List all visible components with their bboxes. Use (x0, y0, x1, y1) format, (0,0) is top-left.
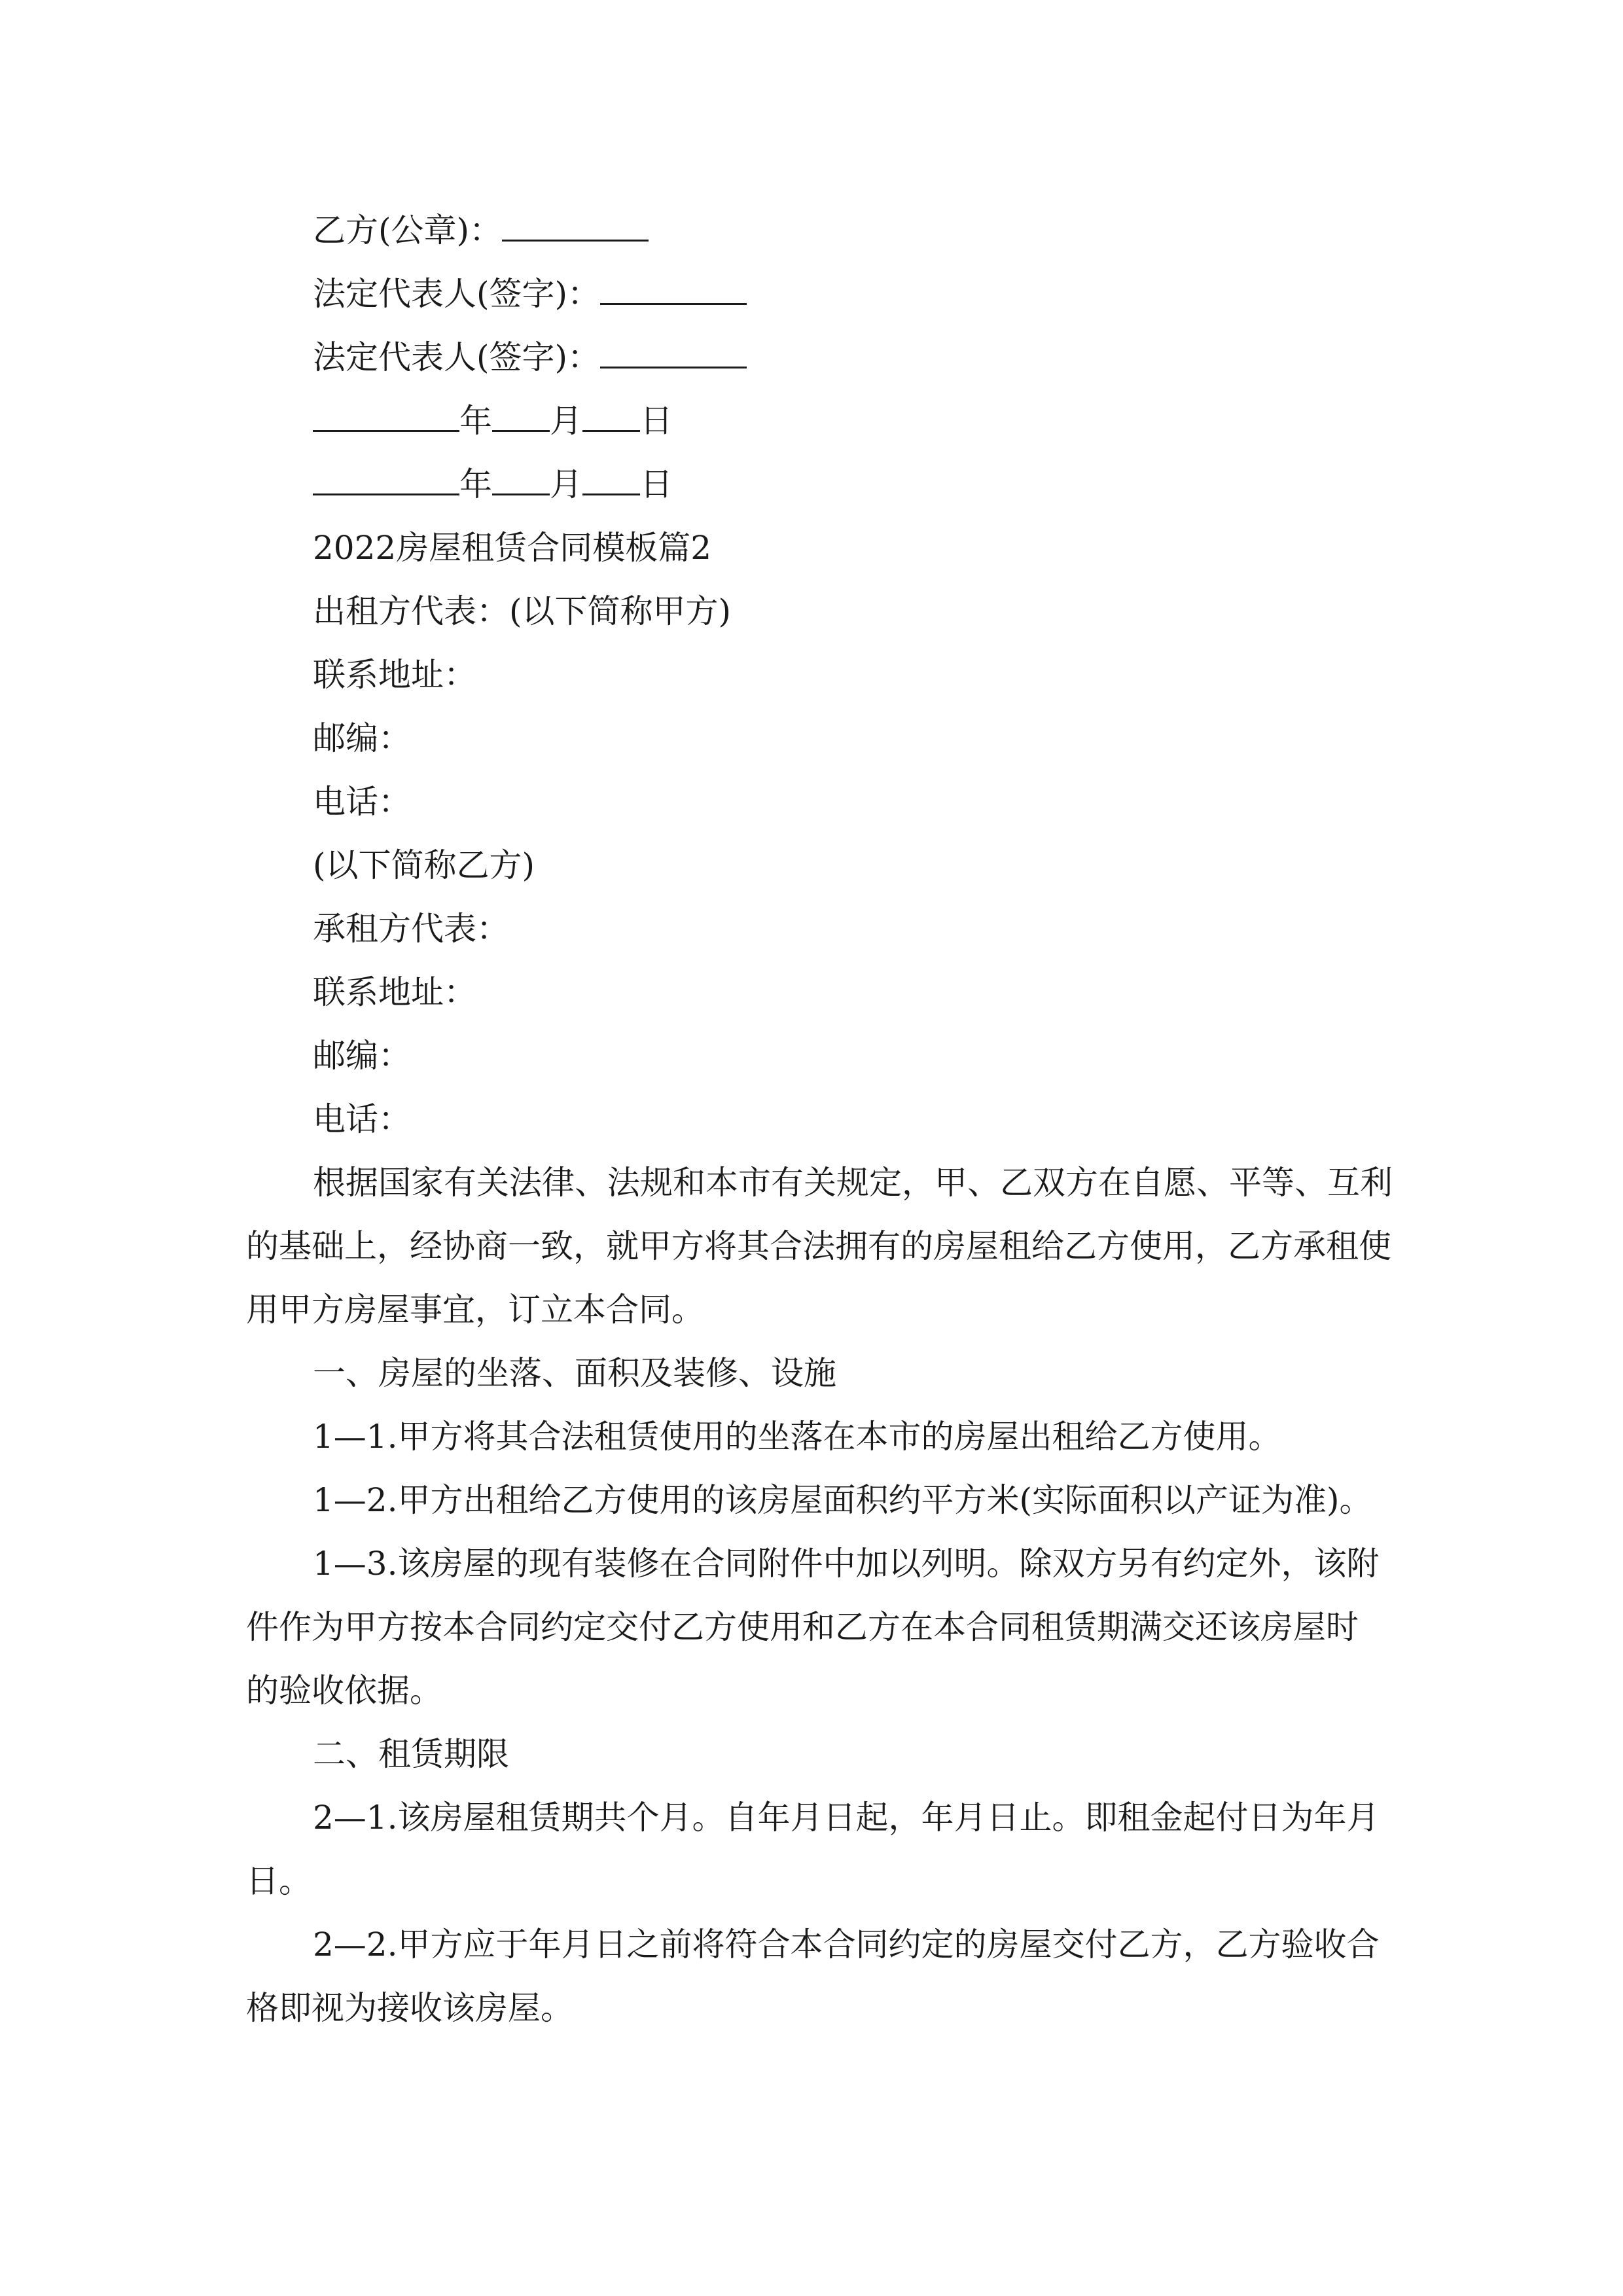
party-b-seal-line (246, 198, 1458, 262)
lessee-address: 联系地址： (313, 973, 476, 1011)
intro-paragraph-line: 用甲方房屋事宜，订立本合同。 (246, 1291, 704, 1329)
clause-1-1: 1—1.甲方将其合法租赁使用的坐落在本市的房屋出租给乙方使用。 (313, 1418, 1281, 1456)
clause-1-3-line: 的验收依据。 (246, 1672, 442, 1710)
month-blank (492, 463, 550, 495)
month-blank (492, 400, 550, 432)
month-label: 月 (550, 402, 582, 440)
year-label: 年 (459, 402, 492, 440)
legal-rep-label-1: 法定代表人(签字)： (313, 275, 601, 313)
clause-2-2-line: 2—2.甲方应于年月日之前将符合本合同约定的房屋交付乙方，乙方验收合 (313, 1926, 1380, 1964)
lessee-representative: 承租方代表： (313, 910, 509, 948)
signature-blank (502, 209, 649, 242)
clause-2-1-line: 2—1.该房屋租赁期共个月。自年月日起，年月日止。即租金起付日为年月 (313, 1799, 1380, 1837)
legal-rep-line-2 (246, 325, 1458, 389)
section-2-title: 二、租赁期限 (313, 1735, 509, 1773)
day-blank (582, 400, 640, 432)
date-line-2 (246, 452, 1458, 516)
lessee-alias: (以下简称乙方) (313, 846, 535, 884)
month-label: 月 (550, 465, 582, 503)
year-label: 年 (459, 465, 492, 503)
lessee-postcode: 邮编： (313, 1037, 411, 1075)
clause-1-2: 1—2.甲方出租给乙方使用的该房屋面积约平方米(实际面积以产证为准)。 (313, 1481, 1372, 1519)
legal-rep-line-1 (246, 262, 1458, 326)
day-label: 日 (640, 402, 673, 440)
clause-2-2-line: 格即视为接收该房屋。 (246, 1989, 573, 2027)
lessor-phone: 电话： (313, 783, 411, 821)
signature-blank (600, 336, 747, 368)
legal-rep-label-2: 法定代表人(签字)： (313, 338, 601, 376)
intro-paragraph-line: 根据国家有关法律、法规和本市有关规定，甲、乙双方在自愿、平等、互利 (313, 1164, 1393, 1202)
date-line-1 (246, 389, 1458, 453)
section-1-title: 一、房屋的坐落、面积及装修、设施 (313, 1354, 836, 1392)
year-blank (313, 463, 459, 495)
lessor-postcode: 邮编： (313, 719, 411, 757)
day-blank (582, 463, 640, 495)
signature-blank (600, 273, 747, 305)
lessor-representative: 出租方代表：(以下简称甲方) (313, 592, 732, 630)
clause-2-1-line: 日。 (246, 1862, 312, 1900)
day-label: 日 (640, 465, 673, 503)
contract-heading: 2022房屋租赁合同模板篇2 (313, 529, 712, 567)
intro-paragraph-line: 的基础上，经协商一致，就甲方将其合法拥有的房屋租给乙方使用，乙方承租使 (246, 1227, 1391, 1265)
lessor-address: 联系地址： (313, 656, 476, 694)
party-b-seal-label: 乙方(公章)： (313, 211, 503, 249)
year-blank (313, 400, 459, 432)
lessee-phone: 电话： (313, 1100, 411, 1138)
clause-1-3-line: 1—3.该房屋的现有装修在合同附件中加以列明。除双方另有约定外，该附 (313, 1545, 1380, 1583)
clause-1-3-line: 件作为甲方按本合同约定交付乙方使用和乙方在本合同租赁期满交还该房屋时 (246, 1608, 1359, 1646)
